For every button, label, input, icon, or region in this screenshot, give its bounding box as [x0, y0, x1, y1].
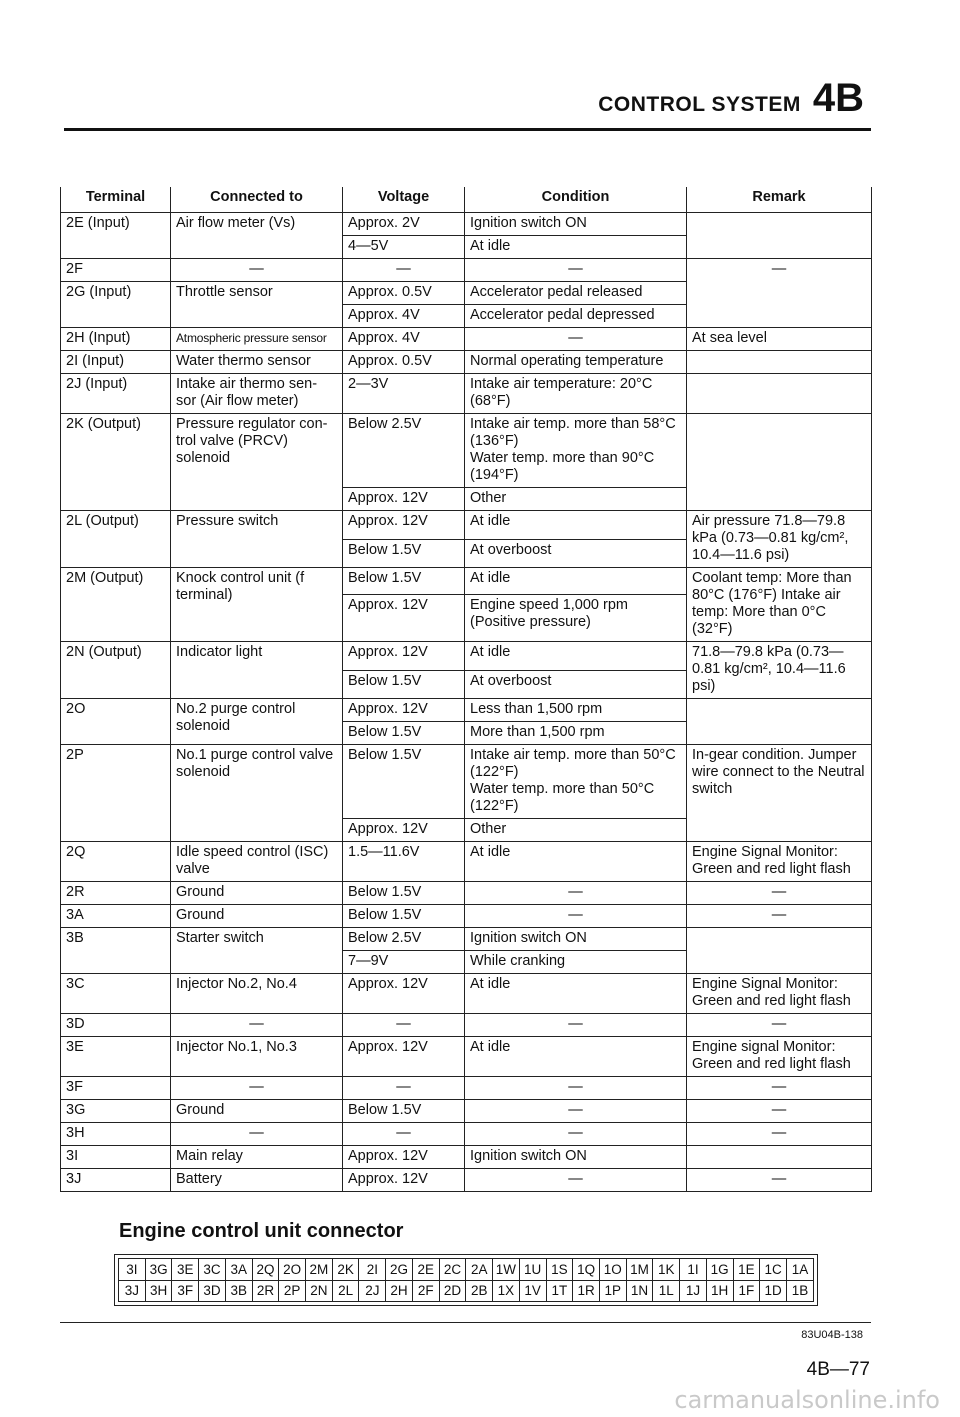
terminal-cell: 2P: [61, 745, 171, 842]
remark-cell: Air pressure 71.8—79.8 kPa (0.73—0.81 kg/cm², 10.4—11.6 psi): [687, 511, 872, 568]
table-row: [61, 414, 872, 488]
voltage-cell: 4—5V: [343, 236, 465, 259]
condition-cell: [465, 414, 687, 488]
header-connected-to: Connected to: [171, 187, 343, 213]
terminal-spec-table: [60, 187, 872, 1192]
connector-pin: 1C: [760, 1259, 787, 1281]
connector-pin: 1I: [680, 1259, 707, 1281]
connected-cell: Ground: [171, 1100, 343, 1123]
condition-cell: Ignition switch ON: [465, 213, 687, 236]
voltage-cell: Approx. 12V: [343, 1037, 465, 1077]
voltage-cell: Approx. 12V: [343, 595, 465, 642]
condition-cell: Other: [465, 819, 687, 842]
condition-cell: More than 1,500 rpm: [465, 722, 687, 745]
connector-pin: 3B: [225, 1280, 252, 1302]
connector-pin: 2H: [386, 1280, 413, 1302]
connector-pin: 1Q: [573, 1259, 600, 1281]
condition-cell: At idle: [465, 511, 687, 540]
voltage-cell: Below 1.5V: [343, 722, 465, 745]
connected-cell: —: [171, 1014, 343, 1037]
table-row: [61, 1100, 872, 1123]
connected-cell: Intake air thermo sen-sor (Air flow meter): [171, 374, 343, 414]
header-voltage: Voltage: [343, 187, 465, 213]
connected-cell: Pressure switch: [171, 511, 343, 568]
remark-cell: —: [687, 1100, 872, 1123]
condition-cell: Accelerator pedal depressed: [465, 305, 687, 328]
voltage-cell: Below 1.5V: [343, 539, 465, 568]
table-row: [61, 842, 872, 882]
connector-pin: 2D: [439, 1280, 466, 1302]
table-row: [61, 1146, 872, 1169]
section-number: 4B: [812, 76, 864, 120]
condition-cell: At idle: [465, 1037, 687, 1077]
table-row: [61, 974, 872, 1014]
table-row: [61, 745, 872, 819]
terminal-cell: 2O: [61, 699, 171, 745]
condition-cell: —: [465, 882, 687, 905]
remark-cell: [687, 414, 872, 511]
connected-cell: Idle speed control (ISC) valve: [171, 842, 343, 882]
connected-cell: —: [171, 1077, 343, 1100]
condition-line: Intake air temp. more than 58°C (136°F): [470, 416, 676, 449]
voltage-cell: Below 1.5V: [343, 1100, 465, 1123]
voltage-cell: 2—3V: [343, 374, 465, 414]
condition-cell: Ignition switch ON: [465, 1146, 687, 1169]
frame-bottom-rule: [60, 1322, 871, 1323]
connector-pin: 1U: [519, 1259, 546, 1281]
remark-cell: 71.8—79.8 kPa (0.73—0.81 kg/cm², 10.4—11.6 psi): [687, 642, 872, 699]
voltage-cell: Approx. 12V: [343, 819, 465, 842]
connector-pin: 2G: [386, 1259, 413, 1281]
connected-cell: Air flow meter (Vs): [171, 213, 343, 259]
header-condition: Condition: [465, 187, 687, 213]
connector-row-bottom: [119, 1280, 814, 1302]
remark-cell: —: [687, 882, 872, 905]
voltage-cell: Approx. 12V: [343, 1146, 465, 1169]
terminal-cell: 2M (Output): [61, 568, 171, 642]
connector-pin: 2R: [252, 1280, 279, 1302]
connector-pin: 3F: [172, 1280, 199, 1302]
voltage-cell: Approx. 12V: [343, 1169, 465, 1192]
connector-diagram: [114, 1254, 818, 1306]
connected-cell: Starter switch: [171, 928, 343, 974]
terminal-cell: 3G: [61, 1100, 171, 1123]
table-row: [61, 1169, 872, 1192]
condition-cell: —: [465, 1123, 687, 1146]
connector-pin: 1L: [653, 1280, 680, 1302]
connected-cell: —: [171, 259, 343, 282]
connector-pin: 3J: [119, 1280, 146, 1302]
table-row: [61, 213, 872, 236]
remark-cell: [687, 928, 872, 974]
condition-cell: —: [465, 1100, 687, 1123]
table-row: [61, 642, 872, 671]
header-remark: Remark: [687, 187, 872, 213]
terminal-cell: 3A: [61, 905, 171, 928]
connector-pin: 3G: [145, 1259, 172, 1281]
connector-pin: 1X: [493, 1280, 520, 1302]
connector-pin: 2P: [279, 1280, 306, 1302]
table-row: [61, 374, 872, 414]
terminal-cell: 3C: [61, 974, 171, 1014]
voltage-cell: Approx. 12V: [343, 488, 465, 511]
table-row: [61, 1123, 872, 1146]
condition-cell: —: [465, 328, 687, 351]
connector-pin: 2K: [332, 1259, 359, 1281]
terminal-cell: 3D: [61, 1014, 171, 1037]
connector-pin: 1W: [493, 1259, 520, 1281]
table-row: [61, 1014, 872, 1037]
connected-cell: Water thermo sensor: [171, 351, 343, 374]
connected-cell: Pressure regulator con-trol valve (PRCV) solenoid: [171, 414, 343, 511]
connector-pin: 1S: [546, 1259, 573, 1281]
connector-pin: 3H: [145, 1280, 172, 1302]
remark-cell: —: [687, 1169, 872, 1192]
connector-pin: 3A: [225, 1259, 252, 1281]
voltage-cell: —: [343, 1014, 465, 1037]
condition-cell: While cranking: [465, 951, 687, 974]
terminal-cell: 2N (Output): [61, 642, 171, 699]
condition-cell: At overboost: [465, 670, 687, 699]
connected-cell: —: [171, 1123, 343, 1146]
connector-pin: 2M: [306, 1259, 333, 1281]
voltage-cell: Approx. 4V: [343, 305, 465, 328]
connected-cell: No.1 purge control valve solenoid: [171, 745, 343, 842]
terminal-cell: 2R: [61, 882, 171, 905]
connector-pin: 1G: [706, 1259, 733, 1281]
terminal-cell: 2K (Output): [61, 414, 171, 511]
condition-cell: Less than 1,500 rpm: [465, 699, 687, 722]
condition-cell: Accelerator pedal released: [465, 282, 687, 305]
condition-cell: [465, 745, 687, 819]
condition-cell: Intake air temperature: 20°C (68°F): [465, 374, 687, 414]
connector-pin: 2J: [359, 1280, 386, 1302]
table-row: [61, 1077, 872, 1100]
voltage-cell: Below 2.5V: [343, 414, 465, 488]
remark-cell: [687, 351, 872, 374]
terminal-cell: 2J (Input): [61, 374, 171, 414]
connected-cell: Injector No.1, No.3: [171, 1037, 343, 1077]
condition-cell: At idle: [465, 568, 687, 595]
voltage-cell: Approx. 2V: [343, 213, 465, 236]
header-terminal: Terminal: [61, 187, 171, 213]
connector-pin: 2A: [466, 1259, 493, 1281]
connector-pin: 1O: [599, 1259, 626, 1281]
connector-pin-grid: [118, 1258, 814, 1302]
terminal-cell: 3E: [61, 1037, 171, 1077]
connector-pin: 2I: [359, 1259, 386, 1281]
voltage-cell: —: [343, 1077, 465, 1100]
remark-cell: Engine Signal Monitor: Green and red light flash: [687, 842, 872, 882]
connector-pin: 3I: [119, 1259, 146, 1281]
connector-pin: 1R: [573, 1280, 600, 1302]
remark-cell: At sea level: [687, 328, 872, 351]
connector-pin: 1K: [653, 1259, 680, 1281]
connected-cell: Injector No.2, No.4: [171, 974, 343, 1014]
voltage-cell: Below 1.5V: [343, 670, 465, 699]
connector-pin: 2L: [332, 1280, 359, 1302]
condition-cell: Ignition switch ON: [465, 928, 687, 951]
condition-cell: —: [465, 259, 687, 282]
connected-cell: Main relay: [171, 1146, 343, 1169]
terminal-cell: 3H: [61, 1123, 171, 1146]
table-row: [61, 699, 872, 722]
voltage-cell: Approx. 12V: [343, 974, 465, 1014]
terminal-cell: 2H (Input): [61, 328, 171, 351]
connector-pin: 3D: [199, 1280, 226, 1302]
remark-cell: Engine Signal Monitor: Green and red light flash: [687, 974, 872, 1014]
remark-cell: —: [687, 1077, 872, 1100]
connector-pin: 3C: [199, 1259, 226, 1281]
connected-cell: No.2 purge control solenoid: [171, 699, 343, 745]
condition-cell: Normal operating temperature: [465, 351, 687, 374]
terminal-cell: 3B: [61, 928, 171, 974]
condition-line: Water temp. more than 90°C (194°F): [470, 450, 655, 483]
voltage-cell: Approx. 4V: [343, 328, 465, 351]
connected-cell: Ground: [171, 905, 343, 928]
page-number: 4B—77: [806, 1359, 870, 1380]
table-row: [61, 905, 872, 928]
table-row: [61, 928, 872, 951]
remark-cell: In-gear condition. Jumper wire connect to the Neutral switch: [687, 745, 872, 842]
voltage-cell: Below 1.5V: [343, 568, 465, 595]
connector-pin: 1D: [760, 1280, 787, 1302]
connector-pin: 2C: [439, 1259, 466, 1281]
terminal-cell: 3J: [61, 1169, 171, 1192]
voltage-cell: Approx. 0.5V: [343, 351, 465, 374]
condition-cell: At overboost: [465, 539, 687, 568]
remark-cell: Engine signal Monitor: Green and red light flash: [687, 1037, 872, 1077]
condition-cell: —: [465, 905, 687, 928]
header-rule: [64, 128, 871, 131]
connected-cell: Indicator light: [171, 642, 343, 699]
terminal-cell: 2G (Input): [61, 282, 171, 328]
connector-pin: 1A: [786, 1259, 813, 1281]
table-row: [61, 328, 872, 351]
terminal-cell: 3I: [61, 1146, 171, 1169]
voltage-cell: Approx. 12V: [343, 511, 465, 540]
table-row: [61, 568, 872, 595]
remark-cell: —: [687, 1014, 872, 1037]
condition-cell: At idle: [465, 642, 687, 671]
remark-cell: —: [687, 905, 872, 928]
remark-cell: —: [687, 259, 872, 328]
connector-row-top: [119, 1259, 814, 1281]
connected-cell: Atmospheric pressure sensor: [171, 328, 343, 351]
voltage-cell: —: [343, 1123, 465, 1146]
table-row: [61, 882, 872, 905]
terminal-cell: 2Q: [61, 842, 171, 882]
connector-pin: 1M: [626, 1259, 653, 1281]
connector-pin: 1F: [733, 1280, 760, 1302]
remark-cell: —: [687, 1123, 872, 1146]
connector-pin: 1E: [733, 1259, 760, 1281]
connected-cell: Battery: [171, 1169, 343, 1192]
remark-cell: [687, 374, 872, 414]
figure-code: 83U04B-138: [801, 1329, 863, 1341]
condition-line: Water temp. more than 50°C (122°F): [470, 781, 655, 814]
condition-cell: At idle: [465, 842, 687, 882]
connector-pin: 2B: [466, 1280, 493, 1302]
remark-cell: [687, 1146, 872, 1169]
terminal-cell: 2E (Input): [61, 213, 171, 259]
table-row: [61, 259, 872, 282]
condition-cell: At idle: [465, 974, 687, 1014]
remark-cell: [687, 213, 872, 259]
condition-line: Intake air temp. more than 50°C (122°F): [470, 747, 676, 780]
remark-cell: Coolant temp: More than 80°C (176°F) Intake air temp: More than 0°C (32°F): [687, 568, 872, 642]
condition-cell: At idle: [465, 236, 687, 259]
connector-pin: 2F: [412, 1280, 439, 1302]
condition-cell: —: [465, 1169, 687, 1192]
connector-pin: 1N: [626, 1280, 653, 1302]
table-header-row: [61, 187, 872, 213]
condition-cell: —: [465, 1077, 687, 1100]
voltage-cell: 1.5—11.6V: [343, 842, 465, 882]
voltage-cell: Below 2.5V: [343, 928, 465, 951]
terminal-cell: 2L (Output): [61, 511, 171, 568]
connector-pin: 1H: [706, 1280, 733, 1302]
table-row: [61, 351, 872, 374]
voltage-cell: —: [343, 259, 465, 282]
connector-pin: 1B: [786, 1280, 813, 1302]
voltage-cell: Below 1.5V: [343, 745, 465, 819]
connected-cell: Throttle sensor: [171, 282, 343, 328]
voltage-cell: Below 1.5V: [343, 882, 465, 905]
terminal-cell: 3F: [61, 1077, 171, 1100]
voltage-cell: Approx. 12V: [343, 699, 465, 722]
connector-pin: 2N: [306, 1280, 333, 1302]
table-row: [61, 511, 872, 540]
page-header: [592, 78, 864, 118]
connector-pin: 2Q: [252, 1259, 279, 1281]
connector-title: Engine control unit connector: [119, 1220, 404, 1242]
table-row: [61, 1037, 872, 1077]
terminal-cell: 2F: [61, 259, 171, 282]
section-title: CONTROL SYSTEM: [598, 93, 801, 116]
watermark: carmanualsonline.info: [674, 1386, 940, 1414]
connector-pin: 2E: [412, 1259, 439, 1281]
voltage-cell: Below 1.5V: [343, 905, 465, 928]
voltage-cell: Approx. 0.5V: [343, 282, 465, 305]
condition-cell: Engine speed 1,000 rpm (Positive pressure): [465, 595, 687, 642]
connector-pin: 1V: [519, 1280, 546, 1302]
connected-cell: Ground: [171, 882, 343, 905]
remark-cell: [687, 699, 872, 745]
voltage-cell: Approx. 12V: [343, 642, 465, 671]
connector-pin: 2O: [279, 1259, 306, 1281]
terminal-cell: 2I (Input): [61, 351, 171, 374]
connector-pin: 1T: [546, 1280, 573, 1302]
condition-cell: Other: [465, 488, 687, 511]
condition-cell: —: [465, 1014, 687, 1037]
connector-pin: 1J: [680, 1280, 707, 1302]
voltage-cell: 7—9V: [343, 951, 465, 974]
connector-pin: 3E: [172, 1259, 199, 1281]
connected-cell: Knock control unit (f terminal): [171, 568, 343, 642]
connector-pin: 1P: [599, 1280, 626, 1302]
